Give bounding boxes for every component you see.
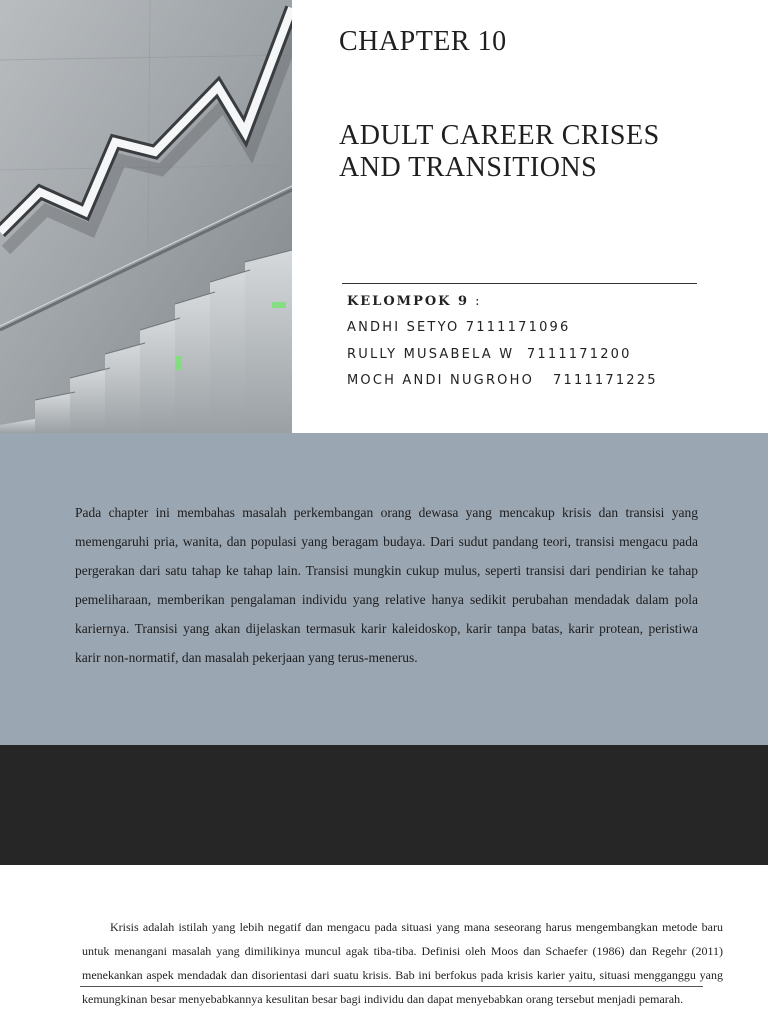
summary-paragraph: Pada chapter ini membahas masalah perkembangan orang dewasa yang mencakup krisis dan transisi yang memengaruhi pria, wanita, dan populasi yang beragam budaya. Dari sudut pandang teori, transisi mengacu pada pergerakan dari satu tahap ke tahap lain. Transisi mungkin cukup mulus, seperti transisi dari pendirian ke tahap pemeliharaan, memberikan pengalaman individu yang relative hanya sedikit perubahan mendadak dalam pola kariernya. Transisi yang akan dijelaskan termasuk karir kaleidoskop, karir tanpa batas, karir protean, peristiwa karir non-normatif, dan masalah pekerjaan yang terus-menerus. [75,505,698,665]
member-1: ANDHI SETYO 7111171096 [347,320,571,335]
group-heading-text: KELOMPOK 9 [347,294,470,309]
group-members [347,294,658,400]
title-divider [342,283,697,284]
chapter-label: CHAPTER 10 [339,26,507,57]
group-heading [347,294,658,320]
group-heading-colon: : [469,294,482,309]
body-underline [80,986,703,987]
chapter-title: ADULT CAREER CRISES AND TRANSITIONS [339,120,660,183]
cover-image [0,0,292,433]
rising-arrow-staircase-image [0,0,292,433]
member-2: RULLY MUSABELA W 7111171200 [347,346,632,362]
member-3: MOCH ANDI NUGROHO 7111171225 [347,373,658,388]
dark-band [0,745,768,865]
body-paragraph: Krisis adalah istilah yang lebih negatif dan mengacu pada situasi yang mana seseorang harus mengembangkan metode baru untuk menangani masalah yang dimilikinya muncul agak tiba-tiba. Definisi oleh Moos dan Schaefer (1986) dan Regehr (2011) menekankan aspek mendadak dan disorientasi dari suatu krisis. Bab ini berfokus pada krisis karier yaitu, situasi mengganggu yang kemungkinan besar menyebabkannya kesulitan besar bagi individu dan dapat menyebabkan orang tersebut menjadi pemarah. [82,920,723,1006]
